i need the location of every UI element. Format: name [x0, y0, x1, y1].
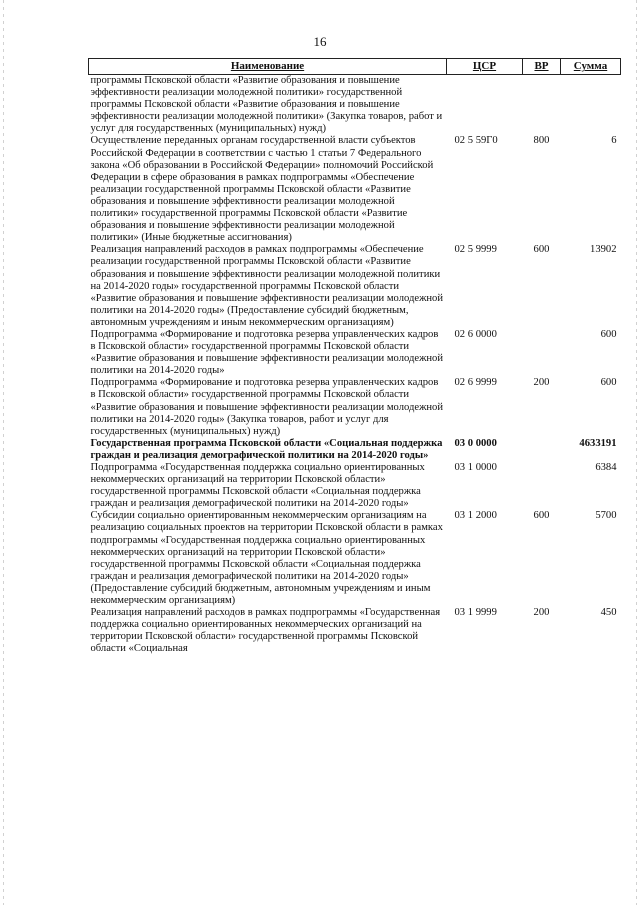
cell-sum: 6	[611, 135, 617, 147]
cell-sum: 600	[600, 328, 617, 340]
cell-csr: 02 6 0000	[454, 328, 497, 340]
table-body	[89, 75, 621, 656]
table-row	[89, 244, 621, 329]
cell-name: Реализация направлений расходов в рамках подпрограммы «Государственная поддержка социально ориентированных некоммерческих организаций на территории Псковской области» государственной программы Псковской области «Социальная	[90, 607, 441, 655]
table-row	[89, 607, 621, 655]
cell-vr	[523, 438, 561, 462]
cell-csr: 03 1 0000	[454, 462, 497, 473]
cell-csr: 02 5 9999	[454, 244, 497, 256]
cell-vr: 800	[533, 135, 550, 147]
table-row	[89, 135, 621, 244]
table-row	[89, 329, 621, 377]
cell-vr	[523, 75, 561, 136]
cell-name: Подпрограмма «Формирование и подготовка резерва управленческих кадров в Псковской области» государственной программы Псковской области «Развитие образования и повышение эффективности реализации молодежной политики на 2014-2020 годы» (Закупка товаров, работ и услуг для государственных (муниципальных) нужд)	[90, 377, 444, 437]
cell-sum: 5700	[595, 510, 617, 522]
cell-csr	[447, 75, 523, 136]
cell-sum	[561, 75, 621, 136]
cell-vr: 200	[533, 377, 550, 389]
cell-name: Государственная программа Псковской области «Социальная поддержка граждан и реализация демографической политики на 2014-2020 годы»	[90, 437, 443, 461]
table-header-row	[89, 59, 621, 75]
table-row	[89, 510, 621, 607]
cell-sum: 450	[600, 607, 617, 619]
scan-edge-left	[3, 0, 4, 905]
cell-sum: 6384	[595, 462, 617, 473]
table-row	[89, 462, 621, 510]
cell-name: Подпрограмма «Государственная поддержка социально ориентированных некоммерческих организаций на территории Псковской области» государственной программы Псковской области «Социальная поддержка граждан и реализация демографической политики на 2014-2020 годы»	[90, 462, 425, 510]
cell-vr	[523, 329, 561, 377]
header-csr: ЦСР	[447, 59, 523, 75]
table-row	[89, 438, 621, 462]
cell-sum: 600	[600, 377, 617, 389]
page-number: 16	[313, 34, 327, 49]
cell-vr: 200	[533, 607, 550, 619]
header-sum: Сумма	[561, 59, 621, 75]
cell-name: Подпрограмма «Формирование и подготовка резерва управленческих кадров в Псковской области» государственной программы Псковской области «Развитие образования и повышение эффективности реализации молодежной политики на 2014-2020 годы»	[90, 328, 444, 377]
cell-csr: 03 1 9999	[454, 607, 497, 619]
cell-csr: 02 5 59Г0	[454, 135, 498, 147]
scan-edge-right	[636, 0, 637, 905]
table-row	[89, 377, 621, 437]
cell-vr: 600	[533, 510, 550, 522]
budget-table	[88, 58, 621, 656]
cell-csr: 03 1 2000	[454, 510, 497, 522]
header-vr: ВР	[523, 59, 561, 75]
cell-vr	[523, 462, 561, 510]
cell-name: Реализация направлений расходов в рамках подпрограммы «Обеспечение реализации государственной программы Псковской области «Развитие образования и повышение эффективности реализации молодежной политики на 2014-2020 годы» государственной программы Псковской области «Развитие образования и повышение эффективности реализации молодежной политики на 2014-2020 годы» (Предоставление субсидий бюджетным, автономным учреждениям и иным некоммерческим организациям)	[90, 244, 444, 328]
cell-name: Субсидии социально ориентированным некоммерческим организациям на реализацию социальных проектов на территории Псковской области в рамках подпрограммы «Государственная поддержка социально ориентированных некоммерческих организаций на территории Псковской области» государственной программы Псковской области «Социальная поддержка граждан и реализация демографической политики на 2014-2020 годы» (Предоставление субсидий бюджетным, автономным учреждениям и иным некоммерческим организациям)	[90, 510, 443, 607]
cell-sum: 13902	[590, 244, 617, 256]
cell-name: программы Псковской области «Развитие образования и повышение эффективности реализации молодежной политики» государственной программы Псковской области «Развитие образования и повышение эффективности реализации молодежной политики» (Закупка товаров, работ и услуг для государственных (муниципальных) нужд)	[90, 75, 443, 135]
cell-sum: 4633191	[579, 437, 617, 449]
table-row	[89, 75, 621, 136]
cell-name: Осуществление переданных органам государственной власти субъектов Российской Федерации в соответствии с частью 1 статьи 7 Федерального закона «Об образовании в Российской Федерации» полномочий Российской Федерации в сфере образования в рамках подпрограммы «Обеспечение реализации государственной программы Псковской области «Развитие образования и повышение эффективности реализации молодежной политики» государственной программы Псковской области «Развитие образования и повышение эффективности реализации молодежной политики» (Иные бюджетные ассигнования)	[90, 135, 434, 244]
header-name: Наименование	[89, 59, 447, 75]
cell-csr: 03 0 0000	[454, 437, 497, 449]
cell-csr: 02 6 9999	[454, 377, 497, 389]
cell-vr: 600	[533, 244, 550, 256]
